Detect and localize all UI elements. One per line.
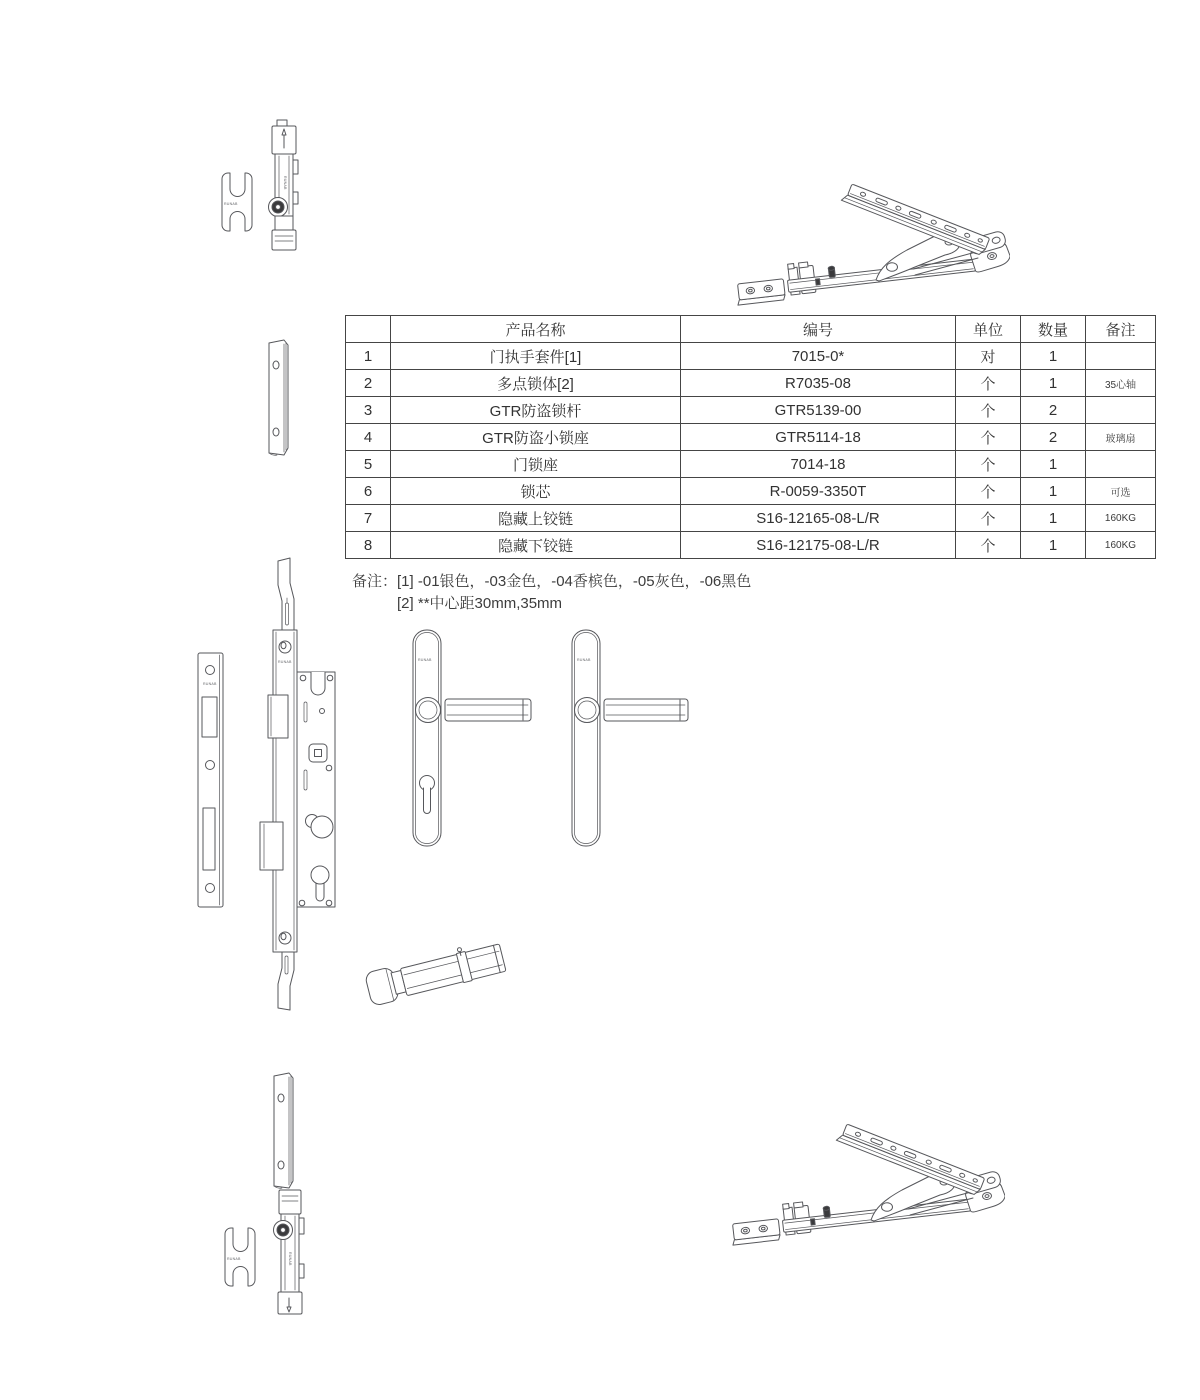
part-note: 160KG <box>1086 532 1156 559</box>
table-row <box>346 343 1156 370</box>
part-name: 隐藏上铰链 <box>391 505 681 532</box>
brand-mark: RUNAB <box>224 202 238 206</box>
header-index <box>346 316 391 343</box>
part-index: 1 <box>346 343 391 370</box>
part-unit: 个 <box>956 370 1021 397</box>
brand-mark: RUNAB <box>288 1252 292 1266</box>
keeper-clip <box>225 1228 255 1286</box>
table-row <box>346 532 1156 559</box>
part-name: 锁芯 <box>391 478 681 505</box>
part-index: 6 <box>346 478 391 505</box>
table-row <box>346 397 1156 424</box>
header-unit: 单位 <box>956 316 1021 343</box>
part-qty: 1 <box>1021 370 1086 397</box>
remarks-line-2: [2] **中心距30mm,35mm <box>397 595 563 612</box>
drawing-handle-pair <box>395 620 705 860</box>
drawing-hinge-upper <box>730 172 1010 312</box>
remarks-label: 备注： <box>352 573 398 590</box>
part-qty: 1 <box>1021 505 1086 532</box>
part-qty: 1 <box>1021 451 1086 478</box>
part-note <box>1086 397 1156 424</box>
part-index: 3 <box>346 397 391 424</box>
part-note <box>1086 451 1156 478</box>
part-unit: 个 <box>956 478 1021 505</box>
part-name: 门执手套件[1] <box>391 343 681 370</box>
part-note <box>1086 343 1156 370</box>
header-qty: 数量 <box>1021 316 1086 343</box>
lock-case <box>297 672 335 907</box>
drawing-lock-rod-upper <box>215 112 325 252</box>
table-row <box>346 478 1156 505</box>
part-code: R-0059-3350T <box>681 478 956 505</box>
part-code: S16-12175-08-L/R <box>681 532 956 559</box>
part-code: GTR5139-00 <box>681 397 956 424</box>
brand-mark: RUNAB <box>227 1257 241 1261</box>
part-note: 160KG <box>1086 505 1156 532</box>
brand-mark: RUNAB <box>203 682 217 686</box>
part-qty: 1 <box>1021 532 1086 559</box>
part-code: R7035-08 <box>681 370 956 397</box>
drawing-hinge-lower <box>725 1112 1005 1252</box>
table-header-row <box>346 316 1156 343</box>
part-name: GTR防盗小锁座 <box>391 424 681 451</box>
cylinder-body <box>364 938 507 1006</box>
part-index: 5 <box>346 451 391 478</box>
table-row <box>346 424 1156 451</box>
drawing-multipoint-lock <box>185 555 350 1017</box>
part-unit: 对 <box>956 343 1021 370</box>
header-code: 编号 <box>681 316 956 343</box>
table-row <box>346 451 1156 478</box>
part-name: 门锁座 <box>391 451 681 478</box>
keeper-clip <box>222 173 252 231</box>
part-qty: 1 <box>1021 478 1086 505</box>
part-code: S16-12165-08-L/R <box>681 505 956 532</box>
lock-rod <box>274 1190 305 1314</box>
part-note: 可选 <box>1086 478 1156 505</box>
remarks-line-1: [1] -01银色，-03金色，-04香槟色，-05灰色，-06黑色 <box>397 573 752 590</box>
brand-mark: RUNAB <box>283 176 287 190</box>
part-name: 多点锁体[2] <box>391 370 681 397</box>
part-code: 7015-0* <box>681 343 956 370</box>
header-name: 产品名称 <box>391 316 681 343</box>
part-name: GTR防盗锁杆 <box>391 397 681 424</box>
part-qty: 2 <box>1021 397 1086 424</box>
parts-table <box>345 315 1156 559</box>
part-code: GTR5114-18 <box>681 424 956 451</box>
header-note: 备注 <box>1086 316 1156 343</box>
handle-with-cylinder-plate <box>413 630 531 846</box>
faceplate-and-rods <box>260 558 297 1010</box>
drawing-lock-rod-lower <box>215 1178 325 1323</box>
drawing-lock-cylinder <box>358 903 508 1013</box>
part-unit: 个 <box>956 451 1021 478</box>
part-name: 隐藏下铰链 <box>391 532 681 559</box>
brand-mark: RUNAB <box>418 658 432 662</box>
drawing-strike-strip-upper <box>255 335 305 465</box>
part-index: 2 <box>346 370 391 397</box>
table-row <box>346 370 1156 397</box>
part-note: 玻璃扇 <box>1086 424 1156 451</box>
part-unit: 个 <box>956 424 1021 451</box>
part-index: 4 <box>346 424 391 451</box>
part-unit: 个 <box>956 505 1021 532</box>
part-qty: 1 <box>1021 343 1086 370</box>
part-unit: 个 <box>956 397 1021 424</box>
table-row <box>346 505 1156 532</box>
strike-plate-long <box>198 653 223 907</box>
part-note: 35心轴 <box>1086 370 1156 397</box>
part-unit: 个 <box>956 532 1021 559</box>
brand-mark: RUNAB <box>278 660 292 664</box>
remarks-block <box>352 571 751 615</box>
brand-mark: RUNAB <box>577 658 591 662</box>
part-code: 7014-18 <box>681 451 956 478</box>
part-qty: 2 <box>1021 424 1086 451</box>
part-index: 8 <box>346 532 391 559</box>
part-index: 7 <box>346 505 391 532</box>
handle-plain-plate <box>572 630 688 846</box>
lock-rod <box>269 120 299 250</box>
